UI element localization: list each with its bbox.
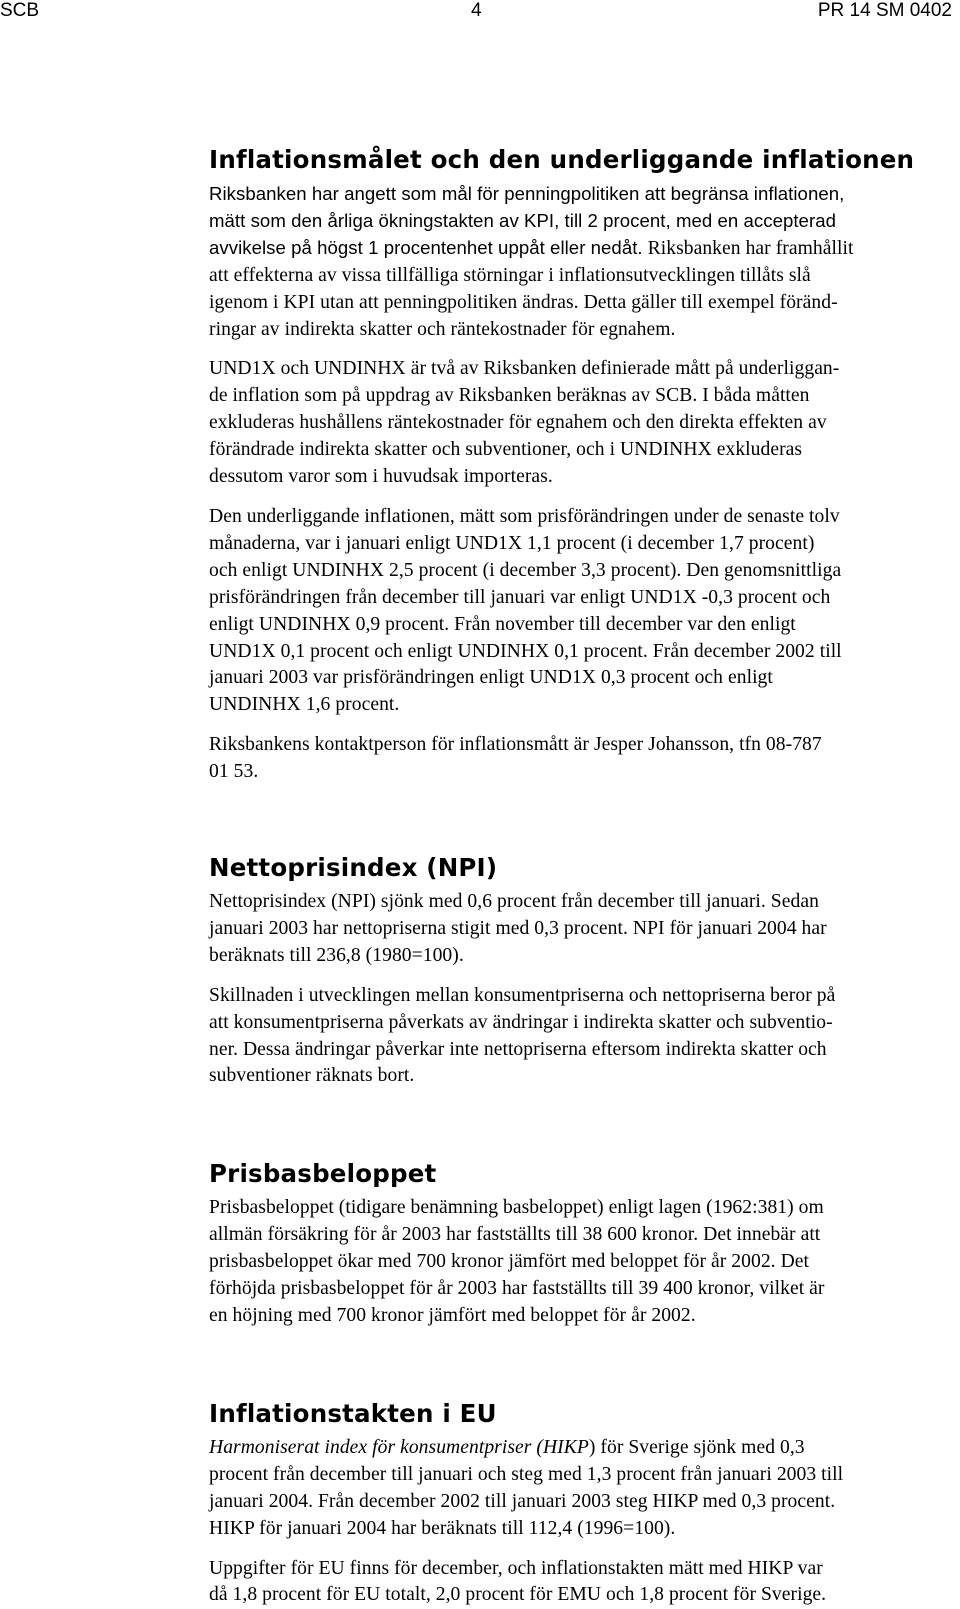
header-page-number: 4 — [471, 0, 482, 21]
text-line: månaderna, var i januari enligt UND1X 1,1 procent (i december 1,7 procent) — [209, 532, 815, 554]
text-line: subventioner räknats bort. — [209, 1065, 415, 1087]
paragraph — [209, 889, 954, 970]
text-line: mätt som den årliga ökningstakten av KPI, till 2 procent, med en accepterad — [209, 209, 836, 231]
header-doc-id: PR 14 SM 0402 — [817, 0, 952, 21]
text-line: Nettoprisindex (NPI) sjönk med 0,6 procent från december till januari. Sedan — [209, 891, 819, 913]
text-line: prisförändringen från december till januari var enligt UND1X -0,3 procent och — [209, 586, 831, 608]
text-line: de inflation som på uppdrag av Riksbanken beräknas av SCB. I båda måtten — [209, 385, 810, 407]
text-line: allmän försäkring för år 2003 har fastställts till 38 600 kronor. Det innebär att — [209, 1224, 821, 1246]
paragraph — [209, 356, 954, 491]
text-line: då 1,8 procent för EU totalt, 2,0 procent för EMU och 1,8 procent för Sverige. — [209, 1584, 827, 1606]
text-line: januari 2003 har nettopriserna stigit med 0,3 procent. NPI för januari 2004 har — [209, 917, 827, 939]
text-line: UND1X 0,1 procent och enligt UNDINHX 0,1 procent. Från december 2002 till — [209, 640, 842, 662]
document-body — [209, 143, 954, 1609]
text-fragment: avvikelse på högst 1 procentenhet uppåt eller nedåt. — [209, 236, 643, 258]
text-line: ner. Dessa ändringar påverkar inte nettopriserna eftersom indirekta skatter och — [209, 1038, 827, 1060]
text-line: och enligt UNDINHX 2,5 procent (i december 3,3 procent). Den genomsnittliga — [209, 559, 842, 581]
text-line: Uppgifter för EU finns för december, och inflationstakten mätt med HIKP var — [209, 1557, 823, 1579]
paragraph — [209, 504, 954, 719]
text-line — [209, 235, 954, 263]
paragraph — [209, 181, 954, 343]
text-line: förhöjda prisbasbeloppet för år 2003 har fastställts till 39 400 kronor, vilket är — [209, 1278, 825, 1300]
text-line: Den underliggande inflationen, mätt som prisförändringen under de senaste tolv — [209, 505, 840, 527]
text-fragment: Riksbanken har framhållit — [647, 237, 854, 259]
paragraph — [209, 1435, 954, 1543]
section-title-inflationsmalet: Inflationsmålet och den underliggande inflationen — [209, 145, 915, 174]
paragraph — [209, 1556, 954, 1609]
text-line: prisbasbeloppet ökar med 700 kronor jämfört med beloppet för år 2002. Det — [209, 1251, 810, 1273]
text-line: exkluderas hushållens räntekostnader för egnahem och den direkta effekten av — [209, 412, 827, 434]
text-line: januari 2004. Från december 2002 till januari 2003 steg HIKP med 0,3 procent. — [209, 1490, 836, 1512]
section-title-prisbasbeloppet: Prisbasbeloppet — [209, 1159, 437, 1189]
text-line: att konsumentpriserna påverkats av ändringar i indirekta skatter och subventio- — [209, 1011, 833, 1033]
text-line: enligt UNDINHX 0,9 procent. Från november till december var den enligt — [209, 613, 796, 635]
text-line: att effekterna av vissa tillfälliga störningar i inflationsutvecklingen tillåts slå — [209, 264, 811, 286]
text-line: UND1X och UNDINHX är två av Riksbanken definierade mått på underliggan- — [209, 358, 840, 380]
text-line: Riksbankens kontaktperson för inflationsmått är Jesper Johansson, tfn 08-787 — [209, 734, 822, 756]
text-line — [209, 1435, 954, 1462]
text-line: HIKP för januari 2004 har beräknats till 112,4 (1996=100). — [209, 1517, 676, 1539]
text-line: en höjning med 700 kronor jämfört med beloppet för år 2002. — [209, 1305, 696, 1326]
italic-term: Harmoniserat index för konsumentpriser (HIKP — [209, 1436, 589, 1458]
paragraph — [209, 983, 954, 1091]
text-line: beräknats till 236,8 (1980=100). — [209, 944, 464, 966]
text-line: ringar av indirekta skatter och räntekostnader för egnahem. — [209, 318, 676, 340]
paragraph — [209, 1195, 954, 1330]
text-line: igenom i KPI utan att penningpolitiken ändras. Detta gäller till exempel föränd- — [209, 291, 838, 313]
section-title-inflationstakten-eu: Inflationstakten i EU — [209, 1398, 497, 1428]
section-title-nettoprisindex: Nettoprisindex (NPI) — [209, 853, 498, 883]
text-fragment: ) för Sverige sjönk med 0,3 — [588, 1436, 805, 1458]
text-line: 01 53. — [209, 761, 259, 783]
text-line: förändrade indirekta skatter och subventioner, och i UNDINHX exkluderas — [209, 439, 803, 461]
paragraph — [209, 732, 954, 786]
text-line: Prisbasbeloppet (tidigare benämning basbeloppet) enligt lagen (1962:381) om — [209, 1197, 824, 1219]
text-line: Skillnaden i utvecklingen mellan konsumentpriserna och nettopriserna beror på — [209, 984, 836, 1006]
text-line: dessutom varor som i huvudsak importeras. — [209, 466, 553, 488]
page-header — [0, 0, 960, 30]
text-line: januari 2003 var prisförändringen enligt UND1X 0,3 procent och enligt — [209, 667, 773, 689]
text-line: Riksbanken har angett som mål för penningpolitiken att begränsa inflationen, — [209, 183, 845, 204]
text-line: procent från december till januari och steg med 1,3 procent från januari 2003 till — [209, 1463, 844, 1485]
text-line: UNDINHX 1,6 procent. — [209, 694, 400, 716]
header-org: SCB — [0, 0, 40, 21]
